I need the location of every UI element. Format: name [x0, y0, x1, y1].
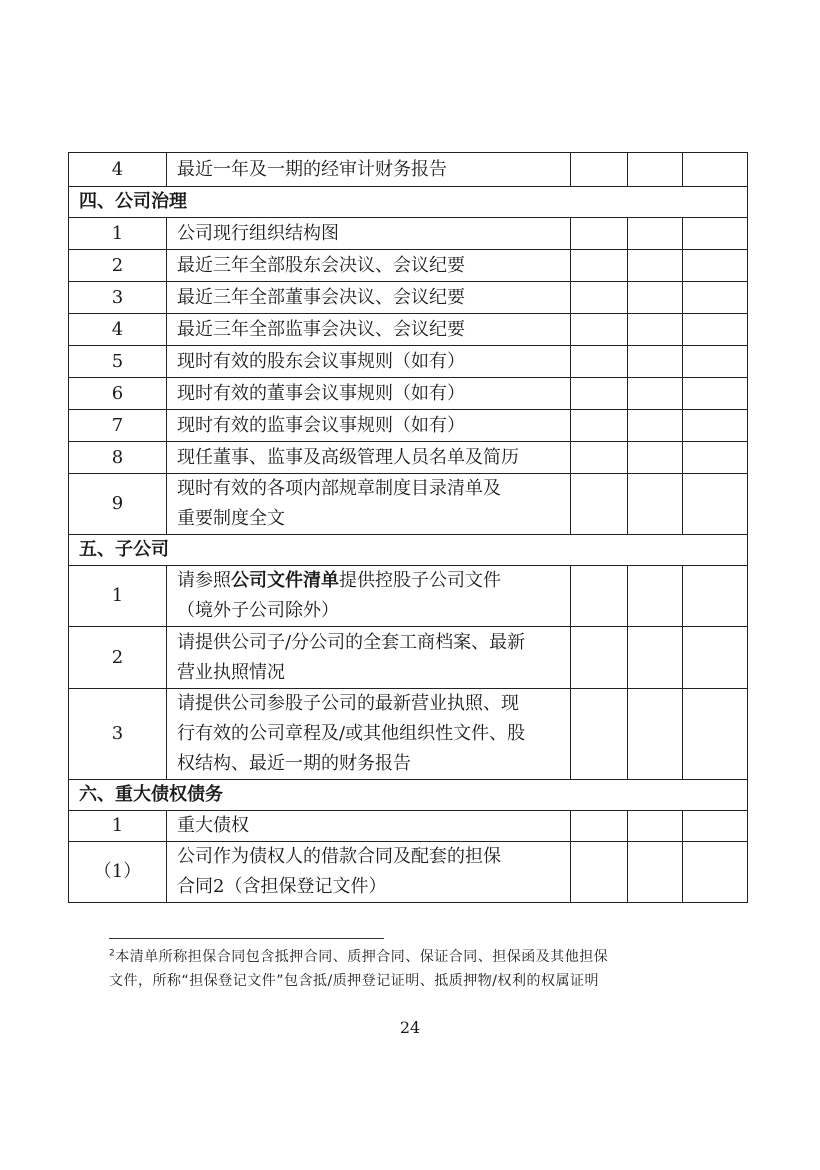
check-cell-3[interactable]	[683, 442, 748, 474]
check-cell-2[interactable]	[628, 346, 683, 378]
check-cell-2[interactable]	[628, 689, 683, 780]
description-line: 公司作为债权人的借款合同及配套的担保	[177, 846, 501, 867]
check-cell-2[interactable]	[628, 442, 683, 474]
item-number: （1）	[69, 842, 167, 903]
check-cell-2[interactable]	[628, 842, 683, 903]
item-description: 现时有效的监事会议事规则（如有）	[167, 410, 571, 442]
page-number: 24	[399, 1018, 421, 1037]
check-cell-1[interactable]	[571, 474, 628, 535]
footnote-divider	[109, 938, 384, 939]
table-row	[69, 566, 748, 627]
check-cell-2[interactable]	[628, 378, 683, 410]
check-cell-2[interactable]	[628, 627, 683, 689]
check-cell-1[interactable]	[571, 689, 628, 780]
check-cell-1[interactable]	[571, 627, 628, 689]
table-row	[69, 811, 748, 842]
check-cell-3[interactable]	[683, 250, 748, 282]
description-text: 提供控股子公司文件	[339, 570, 501, 591]
item-number: 1	[69, 811, 167, 842]
footnote-line-1	[109, 945, 719, 969]
item-number: 5	[69, 346, 167, 378]
item-number: 9	[69, 474, 167, 535]
item-description: 公司现行组织结构图	[167, 218, 571, 250]
item-description	[167, 842, 571, 903]
table-row	[69, 153, 748, 187]
checklist-body	[69, 153, 748, 903]
table-row	[69, 218, 748, 250]
item-description	[167, 627, 571, 689]
check-cell-1[interactable]	[571, 378, 628, 410]
check-cell-2[interactable]	[628, 250, 683, 282]
footnote	[109, 945, 719, 993]
check-cell-3[interactable]	[683, 410, 748, 442]
check-cell-2[interactable]	[628, 153, 683, 187]
check-cell-3[interactable]	[683, 842, 748, 903]
check-cell-3[interactable]	[683, 282, 748, 314]
check-cell-3[interactable]	[683, 153, 748, 187]
check-cell-1[interactable]	[571, 282, 628, 314]
description-line: 权结构、最近一期的财务报告	[177, 753, 411, 774]
table-row	[69, 627, 748, 689]
footnote-text-1: 本清单所称担保合同包含抵押合同、质押合同、保证合同、担保函及其他担保	[115, 949, 609, 965]
item-number: 7	[69, 410, 167, 442]
check-cell-3[interactable]	[683, 378, 748, 410]
check-cell-3[interactable]	[683, 566, 748, 627]
check-cell-2[interactable]	[628, 314, 683, 346]
item-number: 4	[69, 314, 167, 346]
description-line: 请提供公司参股子公司的最新营业执照、现	[177, 693, 519, 714]
table-row	[69, 474, 748, 535]
item-description: 现时有效的股东会议事规则（如有）	[167, 346, 571, 378]
description-line: 合同2（含担保登记文件）	[177, 876, 387, 897]
check-cell-3[interactable]	[683, 811, 748, 842]
item-number: 8	[69, 442, 167, 474]
check-cell-1[interactable]	[571, 346, 628, 378]
check-cell-3[interactable]	[683, 474, 748, 535]
description-line: 现时有效的各项内部规章制度目录清单及	[177, 478, 501, 499]
description-line: 重要制度全文	[177, 508, 285, 529]
check-cell-2[interactable]	[628, 410, 683, 442]
description-line: 行有效的公司章程及/或其他组织性文件、股	[177, 723, 526, 744]
check-cell-1[interactable]	[571, 250, 628, 282]
table-row	[69, 282, 748, 314]
check-cell-1[interactable]	[571, 410, 628, 442]
section-header-row	[69, 780, 748, 811]
check-cell-1[interactable]	[571, 566, 628, 627]
due-diligence-checklist-table	[68, 152, 748, 903]
item-description: 重大债权	[167, 811, 571, 842]
check-cell-3[interactable]	[683, 314, 748, 346]
item-description	[167, 689, 571, 780]
description-line: 营业执照情况	[177, 661, 285, 683]
item-description: 现任董事、监事及高级管理人员名单及简历	[167, 442, 571, 474]
table-row	[69, 378, 748, 410]
check-cell-2[interactable]	[628, 282, 683, 314]
item-number: 2	[69, 250, 167, 282]
description-line: （境外子公司除外）	[177, 600, 339, 621]
section-title: 四、公司治理	[69, 187, 748, 218]
check-cell-3[interactable]	[683, 627, 748, 689]
item-description: 现时有效的董事会议事规则（如有）	[167, 378, 571, 410]
item-number: 3	[69, 282, 167, 314]
check-cell-2[interactable]	[628, 474, 683, 535]
section-title: 五、子公司	[69, 535, 748, 566]
check-cell-3[interactable]	[683, 346, 748, 378]
check-cell-2[interactable]	[628, 566, 683, 627]
bold-reference-text: 公司文件清单	[231, 570, 339, 591]
description-text: 请参照	[177, 570, 231, 591]
check-cell-2[interactable]	[628, 811, 683, 842]
item-description	[167, 474, 571, 535]
check-cell-1[interactable]	[571, 218, 628, 250]
item-description: 最近三年全部董事会决议、会议纪要	[167, 282, 571, 314]
table-row	[69, 314, 748, 346]
table-row	[69, 250, 748, 282]
item-description: 最近一年及一期的经审计财务报告	[167, 153, 571, 187]
section-header-row	[69, 535, 748, 566]
check-cell-2[interactable]	[628, 218, 683, 250]
item-description: 最近三年全部股东会决议、会议纪要	[167, 250, 571, 282]
check-cell-3[interactable]	[683, 689, 748, 780]
table-row	[69, 410, 748, 442]
section-title: 六、重大债权债务	[69, 780, 748, 811]
check-cell-1[interactable]	[571, 314, 628, 346]
check-cell-1[interactable]	[571, 811, 628, 842]
table-row	[69, 689, 748, 780]
table-row	[69, 442, 748, 474]
description-line: 请提供公司子/分公司的全套工商档案、最新	[177, 631, 526, 653]
table-row	[69, 842, 748, 903]
footnote-marker: 2	[109, 948, 116, 959]
check-cell-1[interactable]	[571, 442, 628, 474]
item-description	[167, 566, 571, 627]
description-line	[177, 566, 564, 596]
check-cell-1[interactable]	[571, 153, 628, 187]
item-number: 2	[69, 627, 167, 689]
item-number: 6	[69, 378, 167, 410]
item-description: 最近三年全部监事会决议、会议纪要	[167, 314, 571, 346]
check-cell-1[interactable]	[571, 842, 628, 903]
item-number: 4	[69, 153, 167, 187]
check-cell-3[interactable]	[683, 218, 748, 250]
item-number: 1	[69, 218, 167, 250]
section-header-row	[69, 187, 748, 218]
item-number: 1	[69, 566, 167, 627]
table-row	[69, 346, 748, 378]
item-number: 3	[69, 689, 167, 780]
footnote-line-2: 文件，所称“担保登记文件”包含抵/质押登记证明、抵质押物/权利的权属证明	[109, 973, 599, 989]
